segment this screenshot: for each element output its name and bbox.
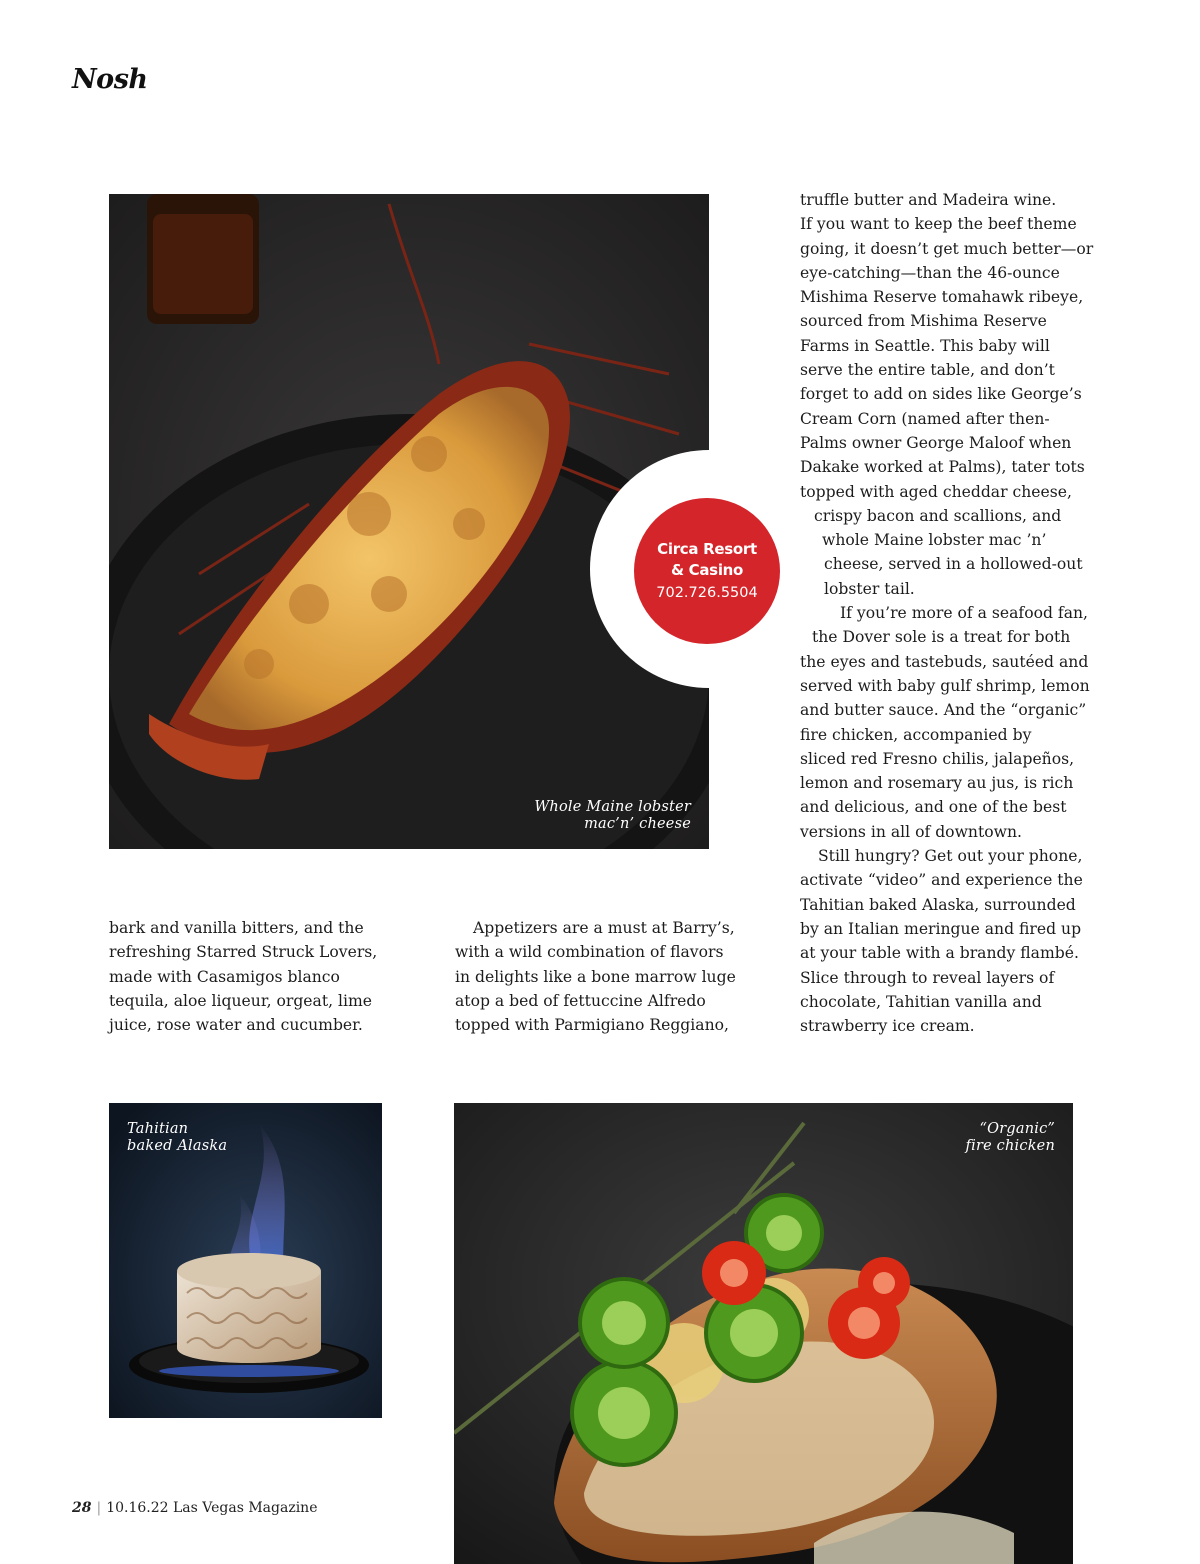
- col3-line: If you’re more of a seafood fan,: [840, 604, 1088, 623]
- col3-line: chocolate, Tahitian vanilla and: [800, 992, 1042, 1011]
- col3-line: by an Italian meringue and fired up: [800, 919, 1082, 938]
- chicken-caption-line1: “Organic”: [979, 1121, 1055, 1137]
- section-title: Nosh: [72, 64, 148, 95]
- col3-line: forget to add on sides like George’s: [800, 385, 1082, 404]
- body-column-2: [455, 916, 736, 1037]
- venue-badge: [634, 498, 780, 644]
- col3-line: Slice through to reveal layers of: [800, 968, 1055, 987]
- col2-line: atop a bed of fettuccine Alfredo: [455, 991, 706, 1010]
- venue-name-line2: & Casino: [670, 560, 744, 579]
- col3-line: strawberry ice cream.: [800, 1017, 975, 1036]
- alaska-caption: [127, 1121, 227, 1155]
- body-column-1: [109, 916, 377, 1037]
- publication-name: Las Vegas Magazine: [173, 1500, 318, 1516]
- venue-phone: 702.726.5504: [656, 584, 758, 601]
- col3-line: truffle butter and Madeira wine.: [800, 191, 1057, 209]
- col1-line: tequila, aloe liqueur, orgeat, lime: [109, 991, 373, 1010]
- col3-line: topped with aged cheddar cheese,: [800, 482, 1072, 501]
- alaska-caption-line1: Tahitian: [127, 1121, 189, 1137]
- footer-separator: |: [96, 1500, 102, 1516]
- col3-line: at your table with a brandy flambé.: [800, 944, 1079, 963]
- col1-line: bark and vanilla bitters, and the: [109, 919, 364, 937]
- baked-alaska-photo: [109, 1103, 382, 1418]
- col3-line: Tahitian baked Alaska, surrounded: [800, 895, 1076, 914]
- chicken-caption: [966, 1121, 1055, 1155]
- col3-line: served with baby gulf shrimp, lemon: [800, 676, 1090, 695]
- col3-line: sliced red Fresno chilis, jalapeños,: [800, 749, 1075, 768]
- col3-line: crispy bacon and scallions, and: [814, 506, 1062, 525]
- col2-line: with a wild combination of flavors: [455, 943, 724, 962]
- col3-line: Still hungry? Get out your phone,: [818, 847, 1083, 866]
- col3-line: and delicious, and one of the best: [800, 798, 1067, 817]
- col1-line: juice, rose water and cucumber.: [109, 1016, 363, 1035]
- col3-line: Dakake worked at Palms), tater tots: [800, 458, 1085, 477]
- col3-line: lemon and rosemary au jus, is rich: [800, 774, 1074, 793]
- page-number: 28: [72, 1500, 92, 1516]
- col3-line: serve the entire table, and don’t: [800, 361, 1055, 380]
- issue-date: 10.16.22: [106, 1500, 169, 1516]
- col3-line: versions in all of downtown.: [800, 822, 1022, 841]
- col3-line: the Dover sole is a treat for both: [812, 628, 1071, 647]
- page-footer: [72, 1500, 317, 1516]
- col3-line: cheese, served in a hollowed-out: [824, 555, 1083, 574]
- col2-line: in delights like a bone marrow luge: [455, 967, 736, 986]
- col3-line: Palms owner George Maloof when: [800, 433, 1072, 452]
- col3-line: lobster tail.: [824, 579, 915, 598]
- col3-line: and butter sauce. And the “organic”: [800, 701, 1087, 720]
- col2-line: Appetizers are a must at Barry’s,: [473, 919, 735, 937]
- col3-line: Cream Corn (named after then-: [800, 409, 1050, 428]
- col3-line: activate “video” and experience the: [800, 871, 1083, 890]
- lobster-caption-line2: mac’n’ cheese: [584, 816, 691, 832]
- col3-line: sourced from Mishima Reserve: [800, 312, 1047, 331]
- body-column-3: [800, 188, 1093, 1038]
- col3-line: If you want to keep the beef theme: [800, 215, 1077, 234]
- col3-line: going, it doesn’t get much better—or: [800, 239, 1094, 258]
- col3-line: Mishima Reserve tomahawk ribeye,: [800, 288, 1084, 307]
- fire-chicken-photo: [454, 1103, 1073, 1564]
- col1-line: refreshing Starred Struck Lovers,: [109, 943, 378, 962]
- col2-line: topped with Parmigiano Reggiano,: [455, 1016, 729, 1035]
- col3-line: fire chicken, accompanied by: [800, 725, 1032, 744]
- chicken-caption-line2: fire chicken: [965, 1138, 1055, 1154]
- venue-name-line1: Circa Resort: [657, 539, 757, 558]
- lobster-caption: [534, 799, 691, 833]
- col1-line: made with Casamigos blanco: [109, 967, 340, 986]
- lobster-caption-line1: Whole Maine lobster: [534, 799, 691, 815]
- col3-line: Farms in Seattle. This baby will: [800, 336, 1050, 355]
- col3-line: whole Maine lobster mac ’n’: [822, 531, 1047, 550]
- col3-line: eye-catching—than the 46-ounce: [800, 263, 1060, 282]
- alaska-caption-line2: baked Alaska: [127, 1138, 228, 1154]
- col3-line: the eyes and tastebuds, sautéed and: [800, 652, 1089, 671]
